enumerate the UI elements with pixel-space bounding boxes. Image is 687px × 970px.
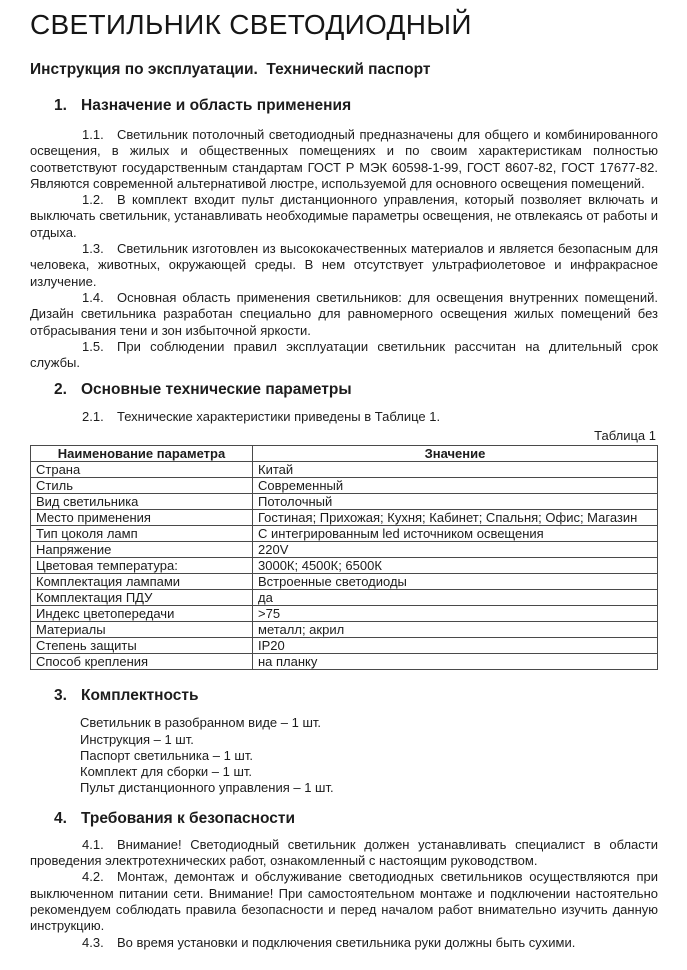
paragraph-1-1 <box>30 127 658 192</box>
table-row <box>31 654 658 670</box>
list-item: Пульт дистанционного управления – 1 шт. <box>80 780 334 796</box>
section-3-number: 3. <box>54 687 67 705</box>
paragraph-text: Светильник потолочный светодиодный предназначены для общего и комбинированного освещения, в жилых и общественных помещениях и по своим характеристикам полностью соответствуют государственным стандартам ГОСТ Р МЭК 60598-1-99, ГОСТ 8607-82, ГОСТ 17677-82. Являются современной альтернативой люстре, используемой для основного освещения помещений. <box>30 127 658 191</box>
section-2-body <box>30 409 658 425</box>
table-row <box>31 542 658 558</box>
paragraph-1-2 <box>30 192 658 241</box>
paragraph-1-4 <box>30 290 658 339</box>
table-row <box>31 622 658 638</box>
document-subtitle: Инструкция по эксплуатации. Технический паспорт <box>30 61 431 78</box>
table-row <box>31 494 658 510</box>
section-2-title: Основные технические параметры <box>81 381 352 399</box>
section-4-number: 4. <box>54 809 67 827</box>
param-cell: Способ крепления <box>31 654 253 670</box>
paragraph-text: Внимание! Светодиодный светильник должен устанавливать специалист в области проведения электротехнических работ, ознакомленный с настоящим руководством. <box>30 836 658 869</box>
section-4-heading <box>30 809 658 828</box>
paragraph-4-1 <box>30 837 658 870</box>
table-row <box>31 478 658 494</box>
paragraph-1-5 <box>30 339 658 372</box>
value-cell: да <box>253 590 658 606</box>
section-2-heading <box>30 380 658 399</box>
paragraph-number: 1.2. <box>82 192 104 208</box>
section-3-heading <box>30 686 658 705</box>
value-cell: Современный <box>253 478 658 494</box>
value-cell: Китай <box>253 462 658 478</box>
param-cell: Комплектация ПДУ <box>31 590 253 606</box>
list-item: Комплект для сборки – 1 шт. <box>80 764 253 780</box>
section-4-title: Требования к безопасности <box>81 809 296 827</box>
paragraph-4-3 <box>30 935 658 951</box>
paragraph-text: При соблюдении правил эксплуатации светильник рассчитан на длительный срок службы. <box>30 338 658 371</box>
page-title: СВЕТИЛЬНИК СВЕТОДИОДНЫЙ <box>30 9 472 40</box>
kit-contents-list <box>30 715 658 796</box>
value-cell: металл; акрил <box>253 622 658 638</box>
param-cell: Напряжение <box>31 542 253 558</box>
paragraph-text: Основная область применения светильников: для освещения внутренних помещений. Дизайн светильника разработан специально для равномерного освещения жилых помещений без отбрасывания тени и зон избыточной яркости. <box>30 289 658 338</box>
paragraph-number: 4.2. <box>82 869 104 885</box>
value-cell: С интегрированным led источником освещения <box>253 526 658 542</box>
table-row <box>31 590 658 606</box>
section-1-heading <box>30 96 658 115</box>
paragraph-1-3 <box>30 241 658 290</box>
list-item: Светильник в разобранном виде – 1 шт. <box>80 715 322 731</box>
paragraph-text: В комплект входит пульт дистанционного управления, который позволяет включать и выключать светильник, устанавливать необходимые параметры освещения, не отвлекаясь от работы и отдыха. <box>30 192 658 240</box>
value-cell: IP20 <box>253 638 658 654</box>
paragraph-number: 1.3. <box>82 241 104 257</box>
param-cell: Комплектация лампами <box>31 574 253 590</box>
param-cell: Индекс цветопередачи <box>31 606 253 622</box>
paragraph-number: 4.1. <box>82 836 104 852</box>
section-3-title: Комплектность <box>81 687 199 705</box>
table-row <box>31 462 658 478</box>
section-1-title: Назначение и область применения <box>81 97 352 114</box>
param-cell: Вид светильника <box>31 494 253 510</box>
param-cell: Место применения <box>31 510 253 526</box>
param-cell: Цветовая температура: <box>31 558 253 574</box>
paragraph-text: Светильник изготовлен из высококачественных материалов и является безопасным для человека, животных, окружающей среды. В нем отсутствует ультрафиолетовое и инфракрасное излучение. <box>30 241 658 289</box>
paragraph-text: Во время установки и подключения светильника руки должны быть сухими. <box>117 934 576 950</box>
value-cell: Встроенные светодиоды <box>253 574 658 590</box>
param-cell: Степень защиты <box>31 638 253 654</box>
paragraph-text: Монтаж, демонтаж и обслуживание светодиодных светильников осуществляются при выключенном питании сети. Внимание! При самостоятельном монтаже и подключении настоятельно рекомендуем соблюдать правила безопасности и перед началом работ внимательно изучить данную инструкцию. <box>30 869 658 934</box>
section-1-number: 1. <box>54 97 67 114</box>
param-cell: Страна <box>31 462 253 478</box>
paragraph-number: 1.5. <box>82 338 104 354</box>
paragraph-2-1 <box>30 409 658 425</box>
value-cell: Потолочный <box>253 494 658 510</box>
list-item: Паспорт светильника – 1 шт. <box>80 747 253 763</box>
value-cell: 220V <box>253 542 658 558</box>
table-row <box>31 526 658 542</box>
param-cell: Материалы <box>31 622 253 638</box>
paragraph-number: 1.4. <box>82 289 104 305</box>
section-4-body <box>30 837 658 951</box>
paragraph-number: 4.3. <box>82 934 104 950</box>
value-cell: 3000К; 4500К; 6500К <box>253 558 658 574</box>
section-2-number: 2. <box>54 381 67 399</box>
table-row <box>31 558 658 574</box>
table-caption: Таблица 1 <box>594 427 656 443</box>
value-cell: на планку <box>253 654 658 670</box>
table-row <box>31 574 658 590</box>
list-item: Инструкция – 1 шт. <box>80 731 194 747</box>
value-cell: Гостиная; Прихожая; Кухня; Кабинет; Спальня; Офис; Магазин <box>253 510 658 526</box>
table-row <box>31 638 658 654</box>
paragraph-number: 2.1. <box>82 409 104 425</box>
column-header-parameter: Наименование параметра <box>31 446 253 462</box>
tech-specs-table <box>30 445 658 670</box>
paragraph-4-2 <box>30 869 658 934</box>
section-1-body <box>30 127 658 371</box>
table-row <box>31 510 658 526</box>
param-cell: Стиль <box>31 478 253 494</box>
column-header-value: Значение <box>253 446 658 462</box>
table-header-row <box>31 446 658 462</box>
paragraph-text: Технические характеристики приведены в Таблице 1. <box>117 409 441 425</box>
param-cell: Тип цоколя ламп <box>31 526 253 542</box>
value-cell: >75 <box>253 606 658 622</box>
paragraph-number: 1.1. <box>82 127 104 142</box>
table-row <box>31 606 658 622</box>
